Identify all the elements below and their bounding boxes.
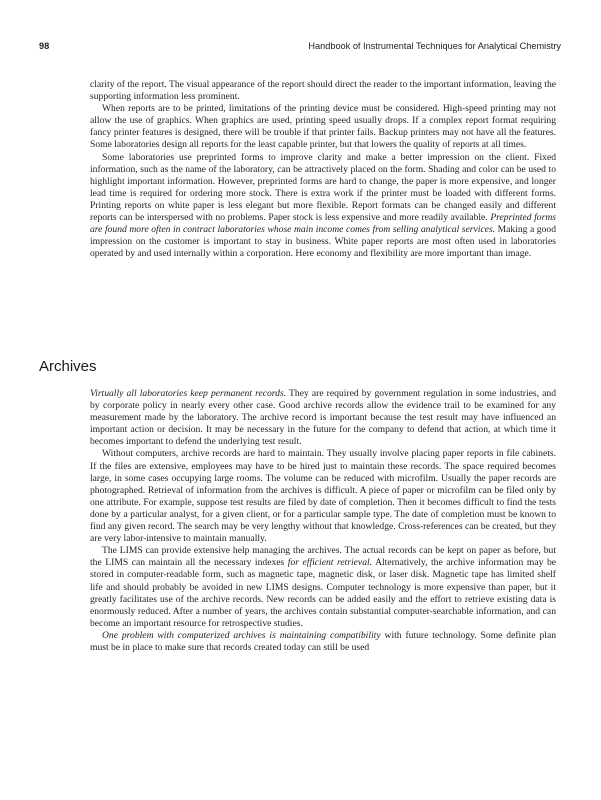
- italic-emphasis: Virtually all laboratories keep permanent records.: [90, 388, 287, 399]
- paragraph-text-continued: with future technology. Some definite plan must be in place to make sure that records created today can still be used: [90, 629, 557, 653]
- report-appearance-section: [90, 79, 556, 260]
- paragraph-text-continued: They are required by government regulation in some industries, and by corporate policy in nearly every other case. Good archive records allow the evidence trail to be examined for any measurement made by the laboratory. The archive record is important because the test result may have influenced an important action or decision. It may be necessary in the future for the company to defend that action, at which time it becomes important to defend the underlying test result.: [90, 388, 556, 448]
- page-number: 98: [39, 41, 50, 51]
- paragraph-text: The LIMS can provide extensive help managing the archives. The actual records can be kept on paper as before, but the LIMS can maintain all the necessary indexes: [90, 545, 556, 569]
- section-heading-archives: Archives: [39, 358, 97, 375]
- paragraph-text-continued: Alternatively, the archive information may be stored in computer-readable form, such as magnetic tape, magnetic disk, or laser disk. Magnetic tape has limited shelf life and should probably be avoided in new LIMS designs. Computer technology is more expensive than paper, but it greatly facilitates use of the archive records. New records can be added easily and the effort to retrieve existing data is enormously reduced. After a number of years, the archives contain substantial computer-searchable information, and can become an important resource for retrospective studies.: [90, 557, 557, 629]
- paragraph-text: Some laboratories use preprinted forms to improve clarity and make a better impression on the client. Fixed information, such as the name of the laboratory, can be attractively placed on the form. Shading and color can be used to highlight important information. However, preprinted forms are hard to change, the paper is more expensive, and longer lead time is required for ordering more stock. There is extra work if the printer must be loaded with different forms. Printing reports on white paper is less elegant but more flexible. Report formats can be changed easily and different reports can be interspersed with no problems. Paper stock is less expensive and more readily available.: [90, 151, 556, 224]
- italic-emphasis: Preprinted forms are found more often in contract laboratories whose main income comes from selling analytical services.: [90, 212, 556, 236]
- paragraph-permanent-records: [90, 388, 556, 448]
- paragraph-compatibility: [90, 630, 556, 654]
- paragraph-without-computers: [90, 448, 556, 545]
- paragraph-text-continued: Making a good impression on the customer is important to stay in business. White paper reports are most often used in laboratories operated by and used internally within a corporation. Here economy and flexibility are more important than image.: [90, 224, 556, 260]
- paragraph-report-clarity: [90, 79, 556, 103]
- paragraph-printing-limitations: [90, 103, 556, 151]
- paragraph-text: clarity of the report. The visual appearance of the report should direct the reader to the important information, leaving the supporting information less prominent.: [90, 79, 556, 103]
- paragraph-text: When reports are to be printed, limitations of the printing device must be considered. High-speed printing may not allow the use of graphics. When graphics are used, printing speed usually drops. If a complex report format requiring fancy printer features is designed, there will be trouble if that printer fails. Backup printers may not have all the features. Some laboratories design all reports for the least capable printer, but that lowers the quality of reports at all times.: [90, 103, 556, 151]
- archives-section: [90, 388, 556, 654]
- book-title: Handbook of Instrumental Techniques for Analytical Chemistry: [308, 41, 561, 51]
- paragraph-lims-archives: [90, 545, 556, 630]
- italic-emphasis: for efficient retrieval.: [287, 557, 373, 569]
- italic-emphasis: One problem with computerized archives is maintaining compatibility: [102, 629, 381, 641]
- paragraph-text: Without computers, archive records are hard to maintain. They usually involve placing paper reports in file cabinets. If the files are extensive, employees may have to be hired just to maintain these records. The space required becomes large, in some cases occupying large rooms. The volume can be reduced with microfilm. Usually the paper records are photographed. Retrieval of information from the archives is difficult. A piece of paper or microfilm can be filed only by one attribute. For example, suppose test results are filed by date of completion. Then it becomes difficult to find the tests done by a particular analyst, for a given client, or for a particular sample type. The date of completion must be known to find any given record. The search may be very lengthy without that knowledge. Cross-references can be created, but they are very labor-intensive to maintain manually.: [90, 448, 556, 545]
- paragraph-preprinted-forms: [90, 152, 556, 261]
